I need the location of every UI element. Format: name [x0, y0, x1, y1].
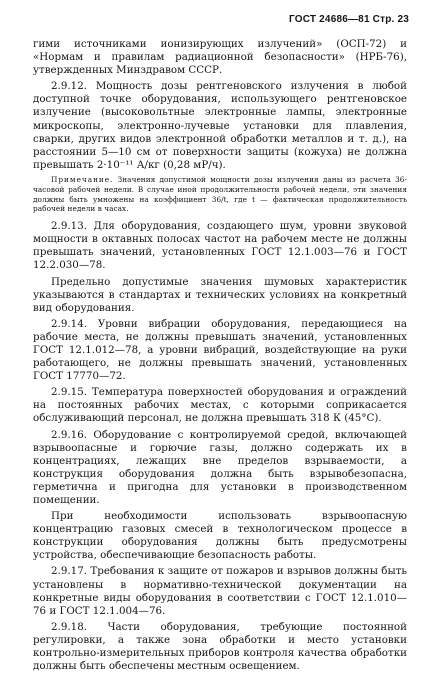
paragraph-2-9-12: 2.9.12. Мощность дозы рентгеновского излучения в любой доступной точке оборудования, использующего рентгеновское излучение (высоковольтные электронные лампы, электронные микроскопы, электронно-лучевые установки для плавления, сварки, других видов электронной обработки металлов и т. д.), на расстоянии 5—10 см от поверхности защиты (кожуха) не должна превышать 2·10⁻¹¹ А/кг (0,28 мР/ч). — [33, 80, 407, 171]
page-body — [33, 38, 407, 676]
paragraph-intro: гими источниками ионизирующих излучений» (ОСП-72) и «Нормам и правилам радиационной безопасности» (НРБ-76), утвержденных Минздравом СССР. — [33, 38, 407, 77]
note-text: Значения допустимой мощности дозы излучения даны из расчета 36-часовой рабочей недели. В случае иной продолжительности рабочей недели, эти значения должны быть умножены на коэффициент 36/t, где t — фактическая продолжительность рабочей недели в часах. — [33, 174, 407, 214]
note — [33, 175, 407, 214]
page-header: ГОСТ 24686—81 Стр. 23 — [289, 14, 409, 25]
paragraph-gas: При необходимости использовать взрывоопасную концентрацию газовых смесей в технологическом процессе в конструкции оборудования должны быть предусмотрены устройства, обеспечивающие безопасность работы. — [33, 510, 407, 562]
paragraph-2-9-13: 2.9.13. Для оборудования, создающего шум, уровни звуковой мощности в октавных полосах частот на рабочем месте не должны превышать значений, установленных ГОСТ 12.1.003—76 и ГОСТ 12.2.030—78. — [33, 220, 407, 272]
paragraph-noise: Предельно допустимые значения шумовых характеристик указываются в стандартах и технических условиях на конкретный вид оборудования. — [33, 275, 407, 314]
paragraph-2-9-18: 2.9.18. Части оборудования, требующие постоянной регулировки, а также зона обработки и место установки контрольно-измерительных приборов контроля качества обработки должны быть обеспечены местным освещением. — [33, 620, 407, 673]
paragraph-2-9-14: 2.9.14. Уровни вибрации оборудования, передающиеся на рабочие места, не должны превышать значений, установленных ГОСТ 12.1.012—78, а уровни вибраций, воздействующие на руки работающего, не должны превышать значений, установленных ГОСТ 17770—72. — [33, 317, 407, 383]
note-label: Примечание. — [51, 174, 114, 184]
paragraph-2-9-16: 2.9.16. Оборудование с контролируемой средой, включающей взрывоопасные и горючие газы, должно содержать их в концентрациях, лежащих вне пределов взрываемости, а конструкция оборудования должна быть взрывобезопасна, герметична и пригодна для установки в производственном помещении. — [33, 428, 407, 506]
paragraph-2-9-15: 2.9.15. Температура поверхностей оборудования и ограждений на постоянных рабочих местах, с которыми соприкасается обслуживающий персонал, не должна превышать 318 К (45°С). — [33, 386, 407, 425]
paragraph-2-9-17: 2.9.17. Требования к защите от пожаров и взрывов должны быть установлены в нормативно-технической документации на конкретные виды оборудования в соответствии с ГОСТ 12.1.010—76 и ГОСТ 12.1.004—76. — [33, 565, 407, 617]
